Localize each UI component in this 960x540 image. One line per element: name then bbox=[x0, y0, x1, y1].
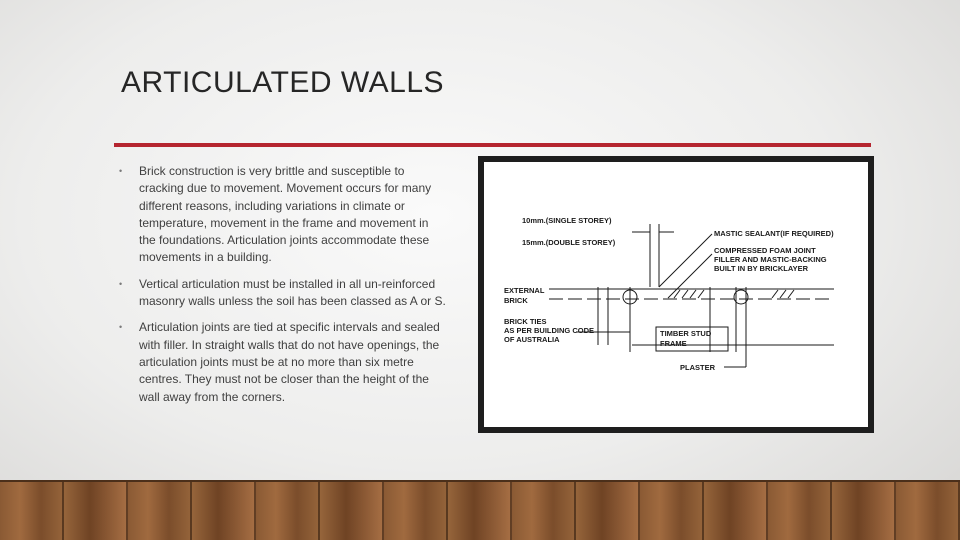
label-stud-1: TIMBER STUD bbox=[660, 329, 712, 338]
bullet-dot-icon: • bbox=[119, 322, 123, 333]
diagram-svg bbox=[484, 162, 868, 427]
bullet-item bbox=[116, 319, 446, 405]
label-foam-joint-3: BUILT IN BY BRICKLAYER bbox=[714, 264, 809, 273]
slide-title: ARTICULATED WALLS bbox=[121, 66, 445, 99]
bullet-text: Brick construction is very brittle and susceptible to cracking due to movement. Movement occurs for many different reasons, including variations in climate or temperature, movement in the frame and movement in the foundations. Articulation joints accommodate these movements in a building. bbox=[139, 164, 432, 265]
bullet-dot-icon: • bbox=[119, 166, 123, 176]
label-mastic-sealant: MASTIC SEALANT(IF REQUIRED) bbox=[714, 229, 834, 238]
bullet-dot-icon: • bbox=[119, 278, 123, 289]
label-plaster: PLASTER bbox=[680, 363, 716, 372]
bullet-item bbox=[116, 276, 446, 311]
label-stud-2: FRAME bbox=[660, 339, 687, 348]
label-ties-2: AS PER BUILDING CODE bbox=[504, 326, 595, 335]
bullet-text: Vertical articulation must be installed in all un-reinforced masonry walls unless the soil has been classed as A or S. bbox=[139, 276, 446, 309]
wood-floor-decoration bbox=[0, 482, 960, 540]
label-external-2: BRICK bbox=[504, 296, 528, 305]
diagram-canvas bbox=[484, 162, 868, 427]
leader-foam bbox=[668, 254, 712, 298]
label-foam-joint-1: COMPRESSED FOAM JOINT bbox=[714, 246, 816, 255]
label-foam-joint-2: FILLER AND MASTIC-BACKING bbox=[714, 255, 827, 264]
bullet-text: Articulation joints are tied at specific intervals and sealed with filler. In straight walls that do not have openings, the articulation joints must be at no more than six metre centres. They must not be closer than the height of the wall away from the corners. bbox=[139, 320, 440, 404]
label-ties-3: OF AUSTRALIA bbox=[504, 335, 560, 344]
label-external-1: EXTERNAL bbox=[504, 286, 545, 295]
bullet-item bbox=[116, 163, 446, 267]
leader-mastic bbox=[659, 234, 712, 287]
title-divider bbox=[114, 143, 871, 147]
articulation-joint-diagram bbox=[478, 156, 874, 433]
bullet-list bbox=[116, 163, 446, 415]
label-ties-1: BRICK TIES bbox=[504, 317, 547, 326]
label-single-storey: 10mm.(SINGLE STOREY) bbox=[522, 216, 612, 225]
label-double-storey: 15mm.(DOUBLE STOREY) bbox=[522, 238, 616, 247]
